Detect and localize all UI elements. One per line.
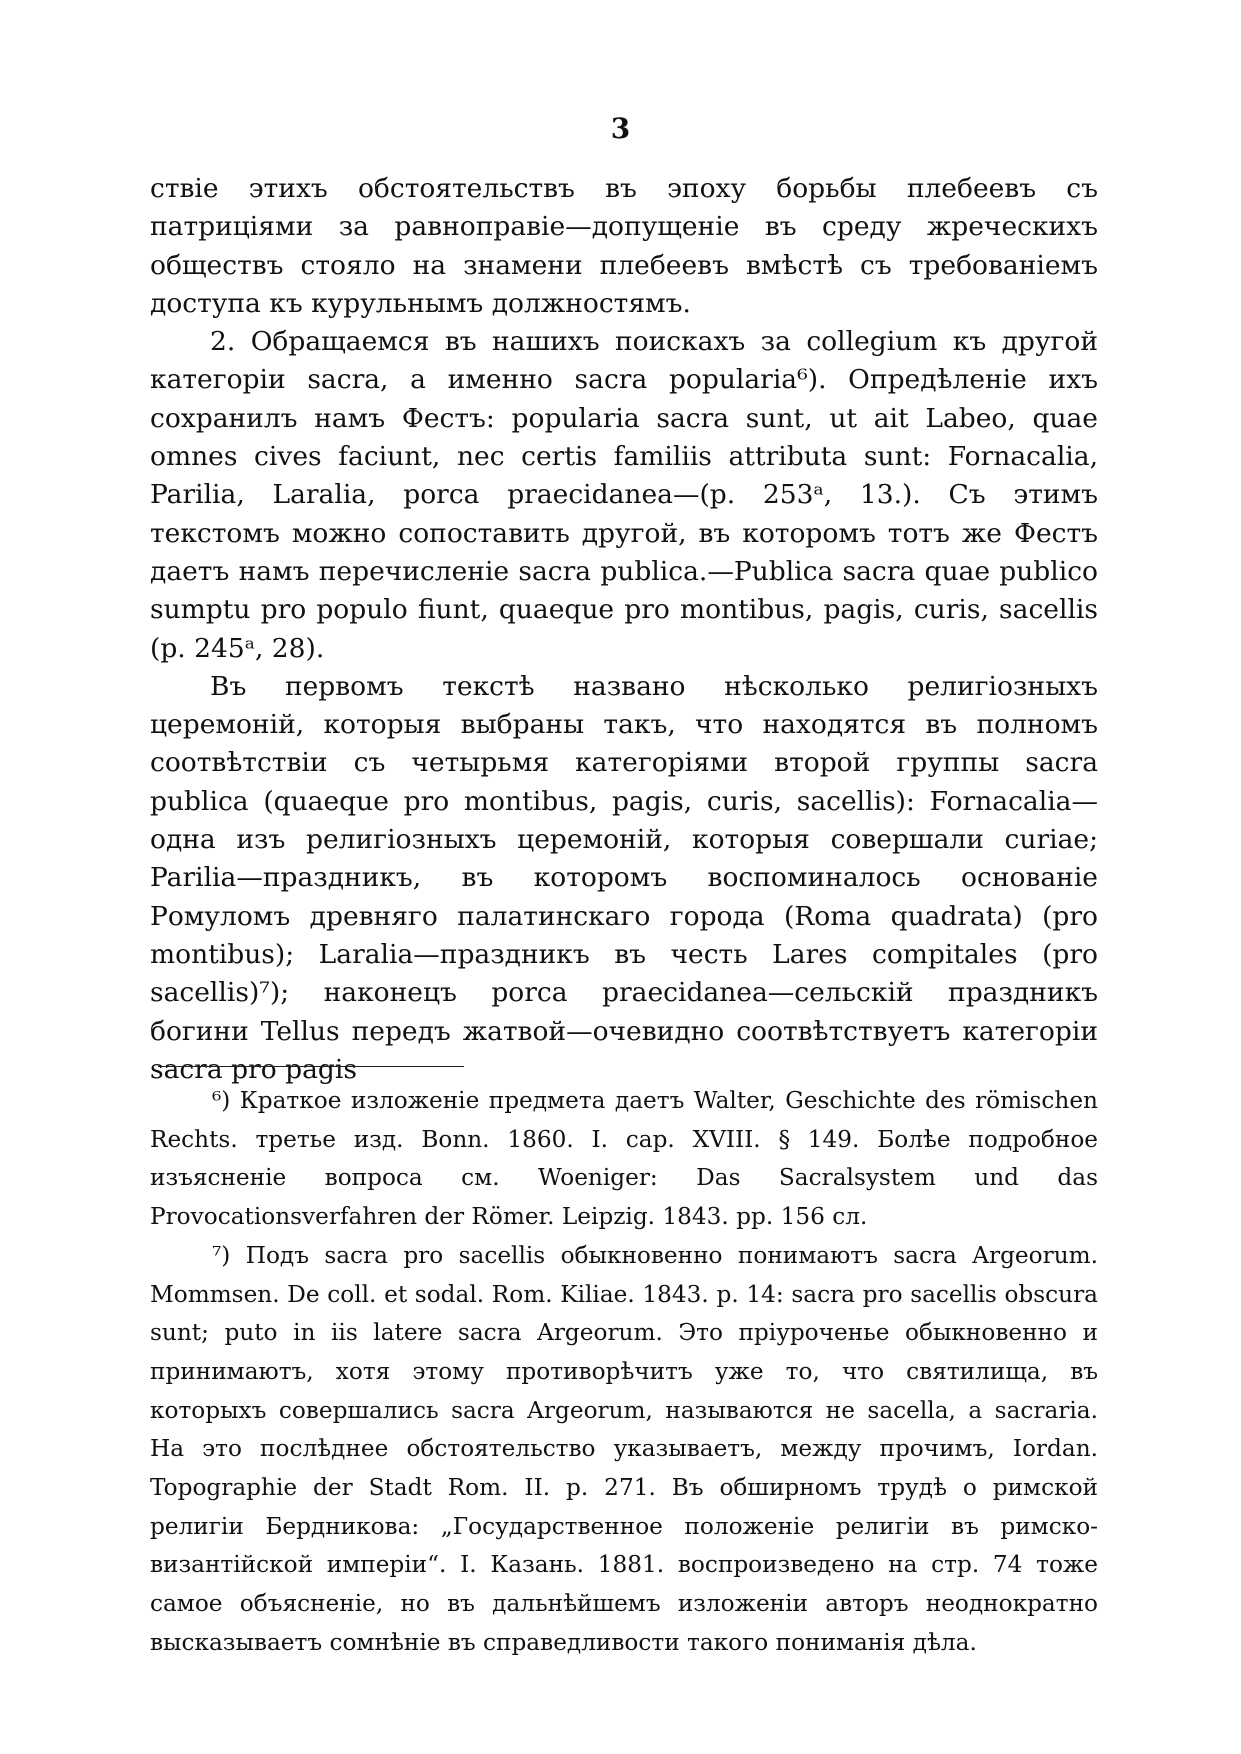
footnote-separator (158, 1066, 464, 1067)
paragraph-section-2: 2. Обращаемся въ нашихъ поискахъ за collegium къ другой категоріи sacra, а именно sacra popularia⁶). Опредѣленіе ихъ сохранилъ намъ Фестъ: popularia sacra sunt, ut ait Labeo, quae omnes cives faciunt, nec certis familiis attributa sunt: Fornacalia, Parilia, Laralia, porca praecidanea—(p. 253ᵃ, 13.). Съ этимъ текстомъ можно сопоставить другой, въ которомъ тотъ же Фестъ даетъ намъ перечисленіе sacra publica.—Publica sacra quae publico sumptu pro populo fiunt, quaeque pro montibus, pagis, curis, sacellis (p. 245ᵃ, 28). (150, 326, 1098, 664)
main-text (150, 170, 1098, 1089)
paragraph-continuation: ствіе этихъ обстоятельствъ въ эпоху борьбы плебеевъ съ патриціями за равноправіе—допущеніе въ среду жреческихъ обществъ стояло на знамени плебеевъ вмѣстѣ съ требованіемъ доступа къ курульнымъ должностямъ. (150, 173, 1098, 319)
paragraph-first-text: Въ первомъ текстѣ названо нѣсколько религіозныхъ церемоній, которыя выбраны такъ, что находятся въ полномъ соотвѣтствіи съ четырьмя категоріями второй группы sacra publica (quaeque pro montibus, pagis, curis, sacellis): Fornacalia—одна изъ религіозныхъ церемоній, которыя совершали curiae; Parilia—праздникъ, въ которомъ воспоминалось основаніе Ромуломъ древняго палатинскаго города (Roma quadrata) (pro montibus); Laralia—праздникъ въ честь Lares compitales (pro sacellis)⁷); наконецъ porca praecidanea—сельскій праздникъ богини Tellus передъ жатвой—очевидно соотвѣтствуетъ категоріи sacra pro pagis (150, 670, 1098, 1085)
footnotes (150, 1082, 1098, 1663)
page-number: 3 (610, 112, 631, 145)
footnote-7: ⁷) Подъ sacra pro sacellis обыкновенно понимаютъ sacra Argeorum. Mommsen. De coll. et sodal. Rom. Kiliae. 1843. p. 14: sacra pro sacellis obscura sunt; puto in iis latere sacra Argeorum. Это пріуроченье обыкновенно и принимаютъ, хотя этому противорѣчитъ уже то, что святилища, въ которыхъ совершались sacra Argeorum, называются не sacella, а sacraria. На это послѣднее обстоятельство указываетъ, между прочимъ, Iordan. Topographie der Stadt Rom. II. p. 271. Въ обширномъ трудѣ о римской религіи Бердникова: „Государственное положеніе религіи въ римско-византійской имперіи“. I. Казань. 1881. воспроизведено на стр. 74 тоже самое объясненіе, но въ дальнѣйшемъ изложеніи авторъ неоднократно высказываетъ сомнѣніе въ справедливости такого пониманія дѣла. (150, 1241, 1098, 1656)
footnote-6: ⁶) Краткое изложеніе предмета даетъ Walter, Geschichte des römischen Rechts. третье изд. Bonn. 1860. I. cap. XVIII. § 149. Болѣе подробное изъясненіе вопроса см. Woeniger: Das Sacralsystem und das Provocationsverfahren der Römer. Leipzig. 1843. pp. 156 сл. (150, 1087, 1098, 1231)
